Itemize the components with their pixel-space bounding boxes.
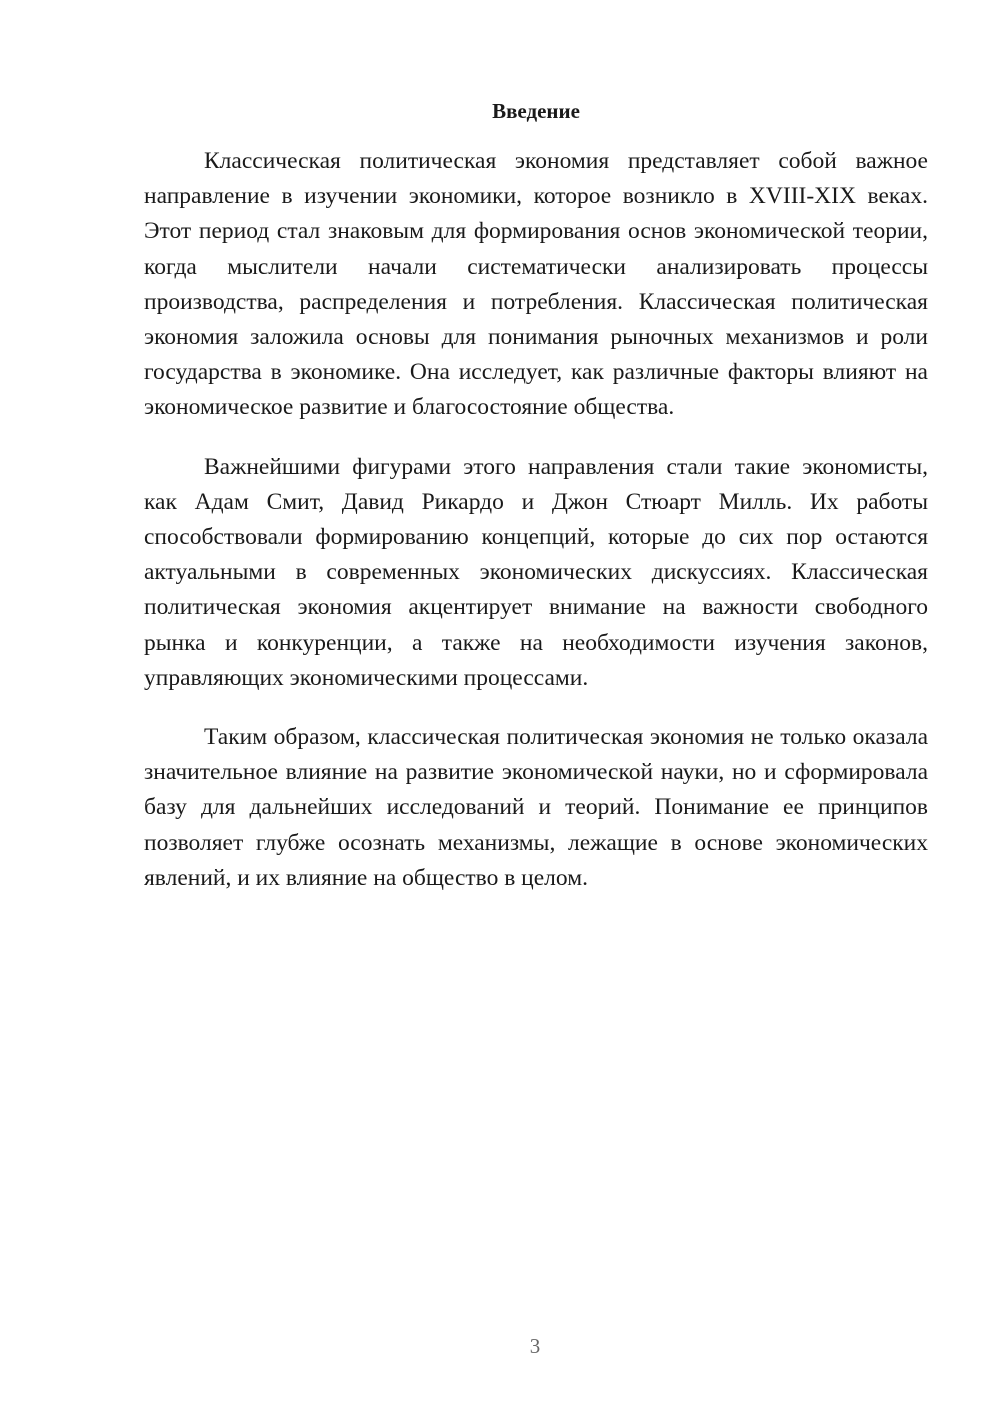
- paragraph-figures: Важнейшими фигурами этого направления стали такие экономисты, как Адам Смит, Давид Рикардо и Джон Стюарт Милль. Их работы способствовали формированию концепций, которые до сих пор остаются актуальными в современных экономических дискуссиях. Классическая политическая экономия акцентирует внимание на важности свободного рынка и конкуренции, а также на необходимости изучения законов, управляющих экономическими процессами.: [144, 453, 928, 691]
- page-number: 3: [529, 1334, 541, 1358]
- paragraph-intro: Классическая политическая экономия представляет собой важное направление в изучении экономики, которое возникло в XVIII-XIX веках. Этот период стал знаковым для формирования основ экономической теории, когда мыслители начали систематически анализировать процессы производства, распределения и потребления. Классическая политическая экономия заложила основы для понимания рыночных механизмов и роли государства в экономике. Она исследует, как различные факторы влияют на экономическое развитие и благосостояние общества.: [144, 148, 928, 421]
- paragraph-conclusion: Таким образом, классическая политическая экономия не только оказала значительное влияние на развитие экономической науки, но и сформировала базу для дальнейших исследований и теорий. Понимание ее принципов позволяет глубже осознать механизмы, лежащие в основе экономических явлений, и их влияние на общество в целом.: [144, 724, 928, 891]
- page-content: [144, 97, 928, 920]
- page-title: Введение: [492, 99, 580, 123]
